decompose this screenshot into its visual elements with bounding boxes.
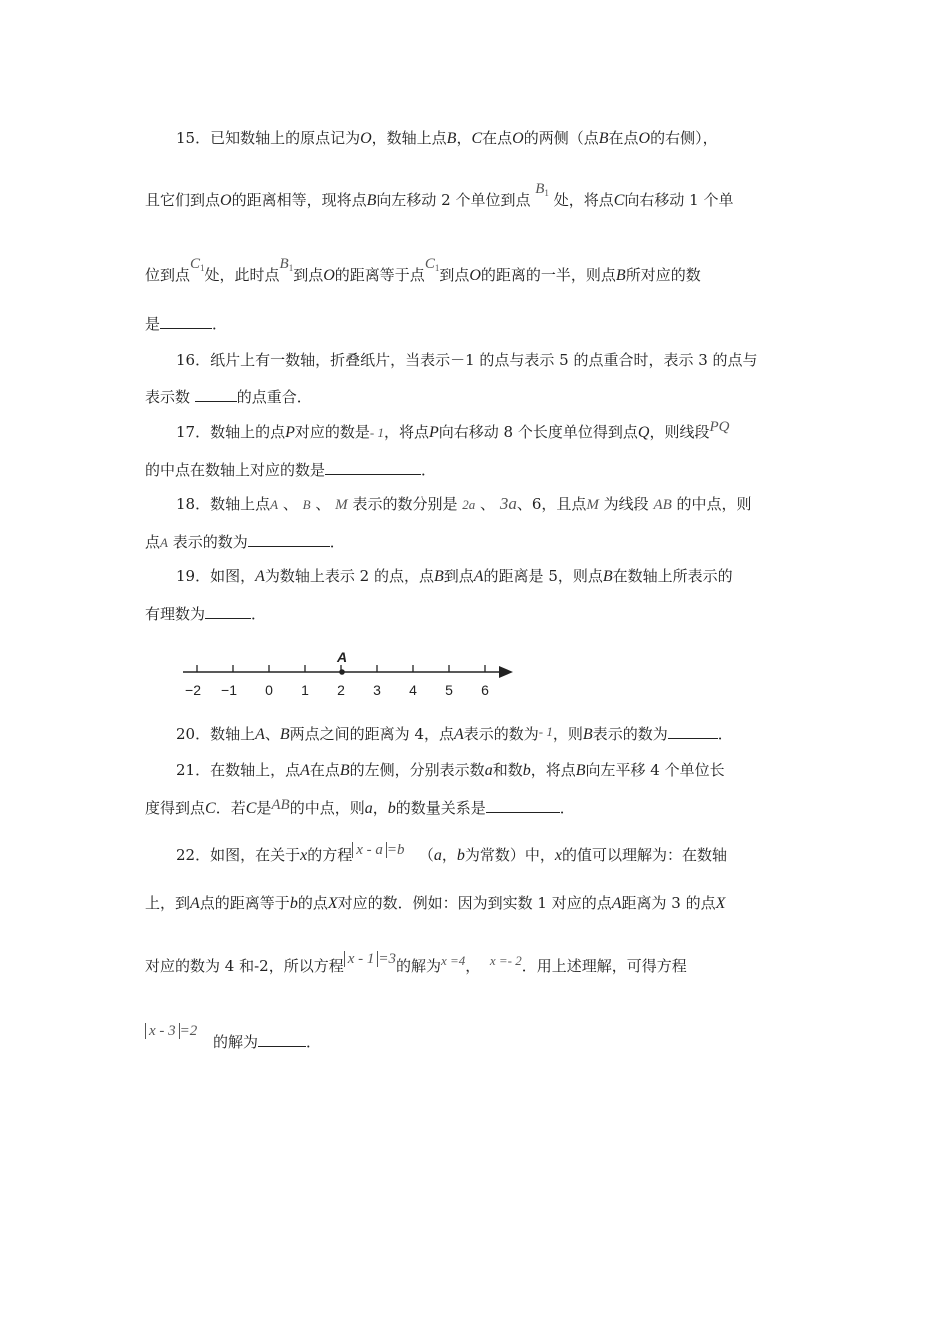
q22-line-1: 22．如图，在关于x的方程 x - a =b （a，b为常数）中，x的值可以理解为：在数轴	[176, 842, 727, 864]
q16-line-2: 表示数 的点重合．	[145, 388, 312, 406]
q21-answer-blank[interactable]	[486, 798, 560, 813]
q21-line-1: 21．在数轴上，点A在点B的左侧，分别表示数a和数b，将点B向左平移 4 个单位长	[176, 761, 725, 779]
tick-label: −2	[185, 682, 201, 698]
point-a-label: A	[336, 649, 348, 665]
c1-symbol: $C_1$	[190, 256, 205, 273]
q18-line-1: 18．数轴上点A 、 B 、 M 表示的数分别是 2a 、 3a、6，且点M 为线段 AB 的中点，则	[176, 494, 752, 513]
q16-answer-blank[interactable]	[195, 387, 237, 402]
q20-answer-blank[interactable]	[668, 724, 718, 739]
q19-line-2: 有理数为 ．	[145, 605, 267, 623]
tick-label: 6	[481, 682, 489, 698]
q20-line-1: 20．数轴上A、B两点之间的距离为 4，点A表示的数为- 1，则B表示的数为 ．	[176, 724, 733, 743]
q17-line-2: 的中点在数轴上对应的数是 ．	[145, 461, 437, 479]
tick-label: 3	[373, 682, 381, 698]
tick-label: 0	[265, 682, 273, 698]
arrow-right-icon	[499, 666, 513, 678]
q15-line-2: 且它们到点O的距离相等，现将点B向左移动 2 个单位到点 $B_1$ 处，将点C向右移动 1 个单	[145, 181, 734, 209]
q15-line-1: 15．已知数轴上的原点记为O，数轴上点B，C在点O的两侧（点B在点O的右侧），	[176, 129, 718, 147]
q16-line-1: 16．纸片上有一数轴，折叠纸片，当表示－1 的点与表示 5 的点重合时，表示 3 的点与	[176, 351, 758, 369]
equation-abs-x-minus-a: x - a =b	[352, 842, 404, 858]
q17-answer-blank[interactable]	[325, 460, 421, 475]
q15-line-3: 位到点$C_1$处，此时点$B_1$到点O的距离等于点$C_1$到点O的距离的一半，则点B所对应的数	[145, 256, 701, 284]
q15-line-4: 是 ．	[145, 315, 228, 333]
tick-label: 5	[445, 682, 453, 698]
tick-label: −1	[221, 682, 237, 698]
q22-line-2: 上，到A点的距离等于b的点X对应的数．例如：因为到实数 1 对应的点A距离为 3 的点X	[145, 894, 726, 912]
q18-answer-blank[interactable]	[248, 532, 330, 547]
q22-eq3	[145, 1020, 197, 1041]
q17-line-1: 17．数轴上的点P对应的数是- 1，将点P向右移动 8 个长度单位得到点Q，则线段PQ	[176, 419, 730, 441]
q22-line-3: 对应的数为 4 和-2，所以方程 x - 1 =3的解为x =4， x =- 2．用上述理解，可得方程	[145, 951, 687, 975]
q19-answer-blank[interactable]	[205, 604, 251, 619]
q21-line-2: 度得到点C．若C是AB的中点，则a，b的数量关系是 ．	[145, 797, 575, 817]
q22-answer-blank[interactable]	[258, 1032, 306, 1047]
tick-label: 1	[301, 682, 309, 698]
b1-symbol: $B_1$	[535, 181, 549, 198]
tick-label: 4	[409, 682, 417, 698]
q22-line-4: 的解为 ．	[213, 1033, 322, 1051]
equation-abs-x-minus-3: x - 3 =2	[145, 1023, 197, 1039]
q18-line-2: 点A 表示的数为 ．	[145, 533, 345, 551]
point-a-dot	[339, 669, 345, 675]
equation-abs-x-minus-1: x - 1 =3	[344, 951, 396, 967]
number-line-figure	[175, 645, 520, 705]
tick-label: 2	[337, 682, 345, 698]
q19-line-1: 19．如图，A为数轴上表示 2 的点，点B到点A的距离是 5，则点B在数轴上所表示的	[176, 567, 733, 585]
q15-answer-blank[interactable]	[160, 314, 212, 329]
